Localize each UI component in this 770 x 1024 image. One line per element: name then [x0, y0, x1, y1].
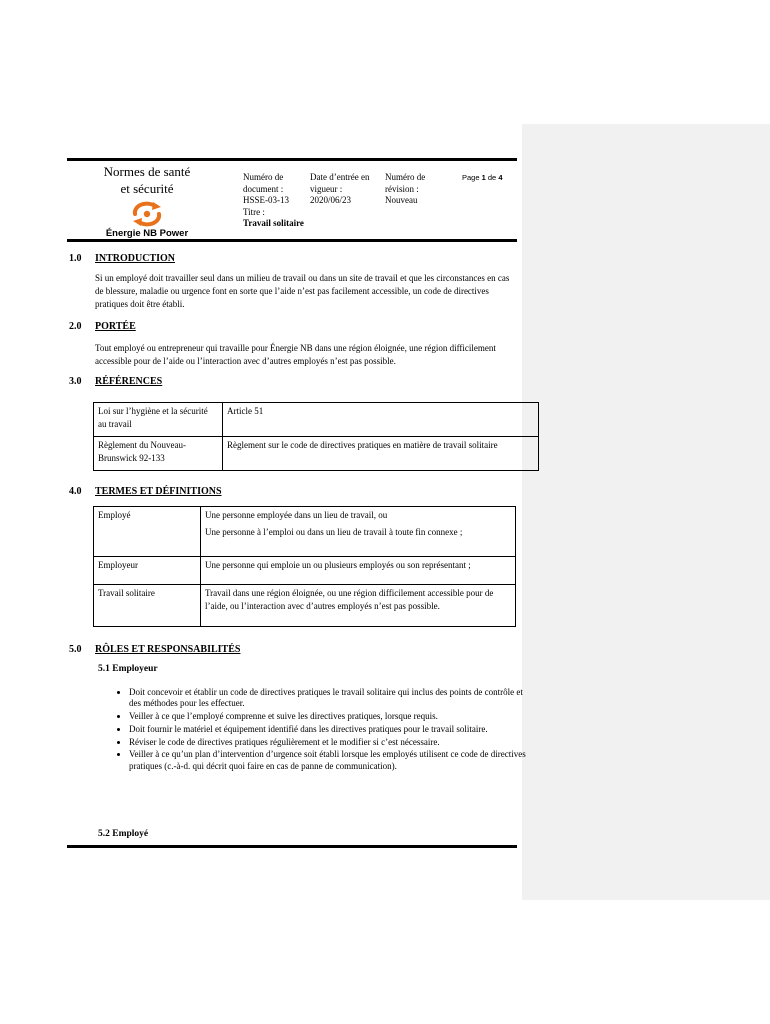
section-number: 5.0: [69, 644, 82, 655]
employer-responsibilities-list: [111, 687, 534, 774]
table-row: Règlement du Nouveau-Brunswick 92-133 Règlement sur le code de directives pratiques en matière de travail solitaire: [94, 437, 539, 471]
list-item: • Veiller à ce que l’employé comprenne et suive les directives pratiques, lorsque requis.: [129, 711, 534, 722]
doc-number-value: HSSE-03-13: [243, 195, 290, 205]
definitions-table: [93, 506, 516, 627]
list-item: • Réviser le code de directives pratiques régulièrement et le modifier si c’est nécessaire.: [129, 737, 534, 748]
company-name: Énergie NB Power: [105, 228, 189, 239]
list-item: • Doit concevoir et établir un code de directives pratiques le travail solitaire qui inclus des points de contrôle et des méthodes pour les effectuer.: [129, 687, 534, 710]
subsection-employer: 5.1 Employeur: [98, 664, 158, 674]
entry-date-value: 2020/06/23: [310, 195, 352, 205]
header-bottom-rule: [67, 239, 517, 242]
introduction-text: Si un employé doit travailler seul dans un milieu de travail ou dans un site de travail et que les circonstances en cas de blessure, maladie ou urgence font en sorte que l’aide n’est pas facilement accessible, un code de directives pratiques doit être établi.: [95, 273, 510, 309]
page-number: Page 1 de 4: [462, 173, 503, 182]
doc-title-value: Travail solitaire: [243, 218, 304, 228]
section-title-references: RÉFÉRENCES: [95, 376, 163, 387]
doc-category-title: Normes de santé et sécurité: [103, 164, 191, 196]
section-title-roles: RÔLES ET RESPONSABILITÉS: [95, 644, 241, 655]
table-row: Travail solitaire Travail dans une région éloignée, ou une région difficilement accessible pour de l’aide, ou l’interaction avec d’autres employés n’est pas possible.: [94, 585, 516, 627]
section-title-scope: PORTÉE: [95, 321, 136, 332]
section-number: 4.0: [69, 486, 82, 497]
scope-text: Tout employé ou entrepreneur qui travaille pour Énergie NB dans une région éloignée, une région difficilement accessible pour de l’aide ou l’interaction avec d’autres employés n’est pas possible.: [95, 343, 496, 366]
energy-swirl-icon: [127, 201, 167, 227]
page-bottom-rule: [67, 845, 517, 848]
revision-value: Nouveau: [385, 195, 418, 205]
list-item: • Doit fournir le matériel et équipement identifié dans les directives pratiques pour le travail solitaire.: [129, 724, 534, 735]
section-title-definitions: TERMES ET DÉFINITIONS: [95, 486, 222, 497]
section-number: 3.0: [69, 376, 82, 387]
table-row: Loi sur l’hygiène et la sécurité au travail Article 51: [94, 403, 539, 437]
section-number: 1.0: [69, 253, 82, 264]
section-number: 2.0: [69, 321, 82, 332]
revision-block: Numéro de révision : Nouveau: [385, 172, 455, 207]
table-row: Employé Une personne employée dans un lieu de travail, ou Une personne à l’emploi ou dans un lieu de travail à toute fin connexe ;: [94, 507, 516, 557]
subsection-employee: 5.2 Employé: [98, 829, 149, 839]
section-title-introduction: INTRODUCTION: [95, 253, 176, 264]
table-row: Employeur Une personne qui emploie un ou plusieurs employés ou son représentant ;: [94, 557, 516, 585]
comments-pane: [522, 124, 770, 900]
header-top-rule: [67, 158, 517, 161]
entry-date-block: Date d’entrée en vigueur : 2020/06/23: [310, 172, 382, 207]
list-item: • Veiller à ce qu’un plan d’intervention d’urgence soit établi lorsque les employés utilisent ce code de directives pratiques (c.-à-d. qui décrit quoi faire en cas de panne de communication).: [129, 749, 534, 772]
doc-number-block: Numéro de document : HSSE-03-13 Titre : Travail solitaire: [243, 172, 309, 230]
logo-block: [67, 163, 227, 239]
references-table: [93, 402, 539, 471]
